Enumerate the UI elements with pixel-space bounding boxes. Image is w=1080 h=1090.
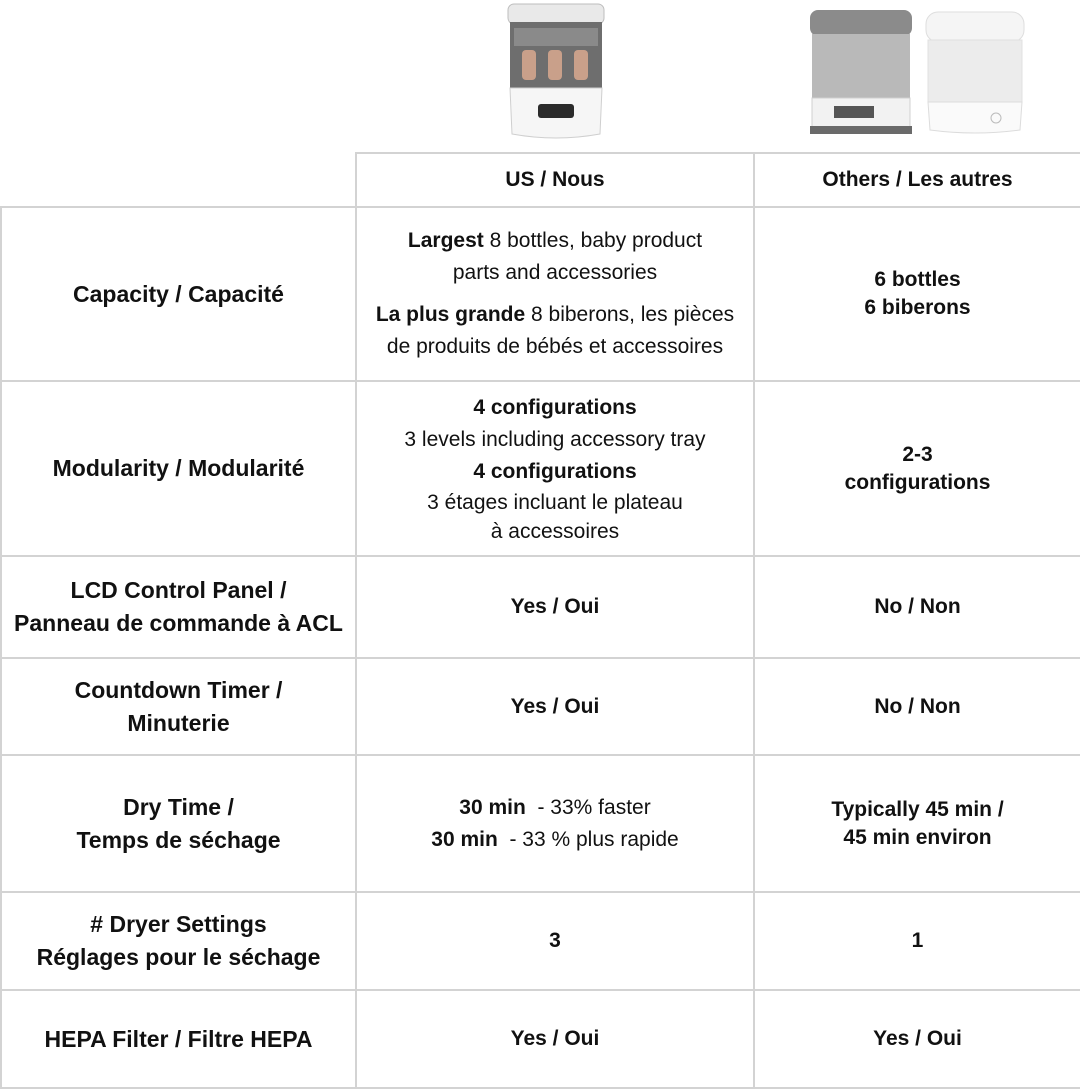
modularity-us-line: 3 étages incluant le plateau <box>427 490 683 514</box>
capacity-fr-text-line2: de produits de bébés et accessoires <box>386 335 724 358</box>
row-label-line: Panneau de commande à ACL <box>14 610 343 636</box>
cell-us-hepa: Yes / Oui <box>356 990 754 1088</box>
table-row <box>1 755 1080 892</box>
header-us: US / Nous <box>356 153 754 207</box>
cell-others-lcd: No / Non <box>754 556 1080 658</box>
drytime-others-line: 45 min environ <box>843 825 992 849</box>
drytime-fr-text: - 33 % plus rapide <box>497 827 679 851</box>
row-label-line: Modularity / Modularité <box>52 455 305 481</box>
capacity-us-text: 8 bottles, baby product <box>483 229 703 252</box>
capacity-fr-text: 8 biberons, les pièces <box>525 303 735 326</box>
row-label-hepa <box>1 990 356 1088</box>
table-header-row <box>1 153 1080 207</box>
cell-us-countdown: Yes / Oui <box>356 658 754 755</box>
row-label-line: Temps de séchage <box>76 826 281 853</box>
row-label-capacity <box>1 207 356 381</box>
cell-us-drytime <box>356 755 754 892</box>
table-row <box>1 658 1080 755</box>
drytime-fr-bold: 30 min <box>431 827 498 851</box>
cell-us-capacity <box>356 207 754 381</box>
product-image-others-white <box>922 8 1028 136</box>
drytime-us-text: - 33% faster <box>525 795 651 819</box>
row-label-line: Réglages pour le séchage <box>36 944 321 970</box>
row-label-line: LCD Control Panel / <box>70 577 287 603</box>
cell-others-modularity <box>754 381 1080 556</box>
row-label-dryer-settings <box>1 892 356 990</box>
header-others: Others / Les autres <box>754 153 1080 207</box>
cell-others-dryer-settings: 1 <box>754 892 1080 990</box>
modularity-us-line: 4 configurations <box>473 459 637 483</box>
cell-others-drytime <box>754 755 1080 892</box>
drytime-us-bold: 30 min <box>459 795 526 819</box>
cell-others-hepa: Yes / Oui <box>754 990 1080 1088</box>
row-label-modularity <box>1 381 356 556</box>
cell-others-countdown: No / Non <box>754 658 1080 755</box>
modularity-others-line: 2-3 <box>902 442 933 466</box>
cell-us-dryer-settings: 3 <box>356 892 754 990</box>
table-row <box>1 207 1080 381</box>
row-label-line: Dry Time / <box>123 793 234 820</box>
drytime-others-line: Typically 45 min / <box>831 797 1004 821</box>
row-label-drytime <box>1 755 356 892</box>
cell-us-lcd: Yes / Oui <box>356 556 754 658</box>
capacity-us-text-line2: parts and accessories <box>452 261 658 284</box>
capacity-others-line: 6 biberons <box>864 296 971 319</box>
row-label-lcd <box>1 556 356 658</box>
row-label-countdown <box>1 658 356 755</box>
table-row <box>1 990 1080 1088</box>
cell-others-capacity <box>754 207 1080 381</box>
row-label-line: Countdown Timer / <box>74 676 283 703</box>
cell-us-modularity <box>356 381 754 556</box>
capacity-others-line: 6 bottles <box>874 268 961 291</box>
modularity-us-line: à accessoires <box>490 519 620 543</box>
modularity-us-line: 3 levels including accessory tray <box>404 427 706 451</box>
modularity-others-line: configurations <box>844 470 991 494</box>
row-label-line: # Dryer Settings <box>90 911 267 937</box>
row-label-line: HEPA Filter / Filtre HEPA <box>44 1025 313 1052</box>
product-image-others-grey <box>806 6 916 138</box>
table-row <box>1 892 1080 990</box>
table-row <box>1 381 1080 556</box>
capacity-fr-bold: La plus grande <box>375 303 526 326</box>
product-image-us <box>500 0 612 142</box>
modularity-us-line: 4 configurations <box>473 395 637 419</box>
header-empty-cell <box>1 153 356 207</box>
row-label-line: Capacity / Capacité <box>73 280 284 307</box>
row-label-line: Minuterie <box>127 709 230 736</box>
capacity-us-bold: Largest <box>407 229 484 252</box>
comparison-table <box>0 152 1080 1089</box>
table-row <box>1 556 1080 658</box>
